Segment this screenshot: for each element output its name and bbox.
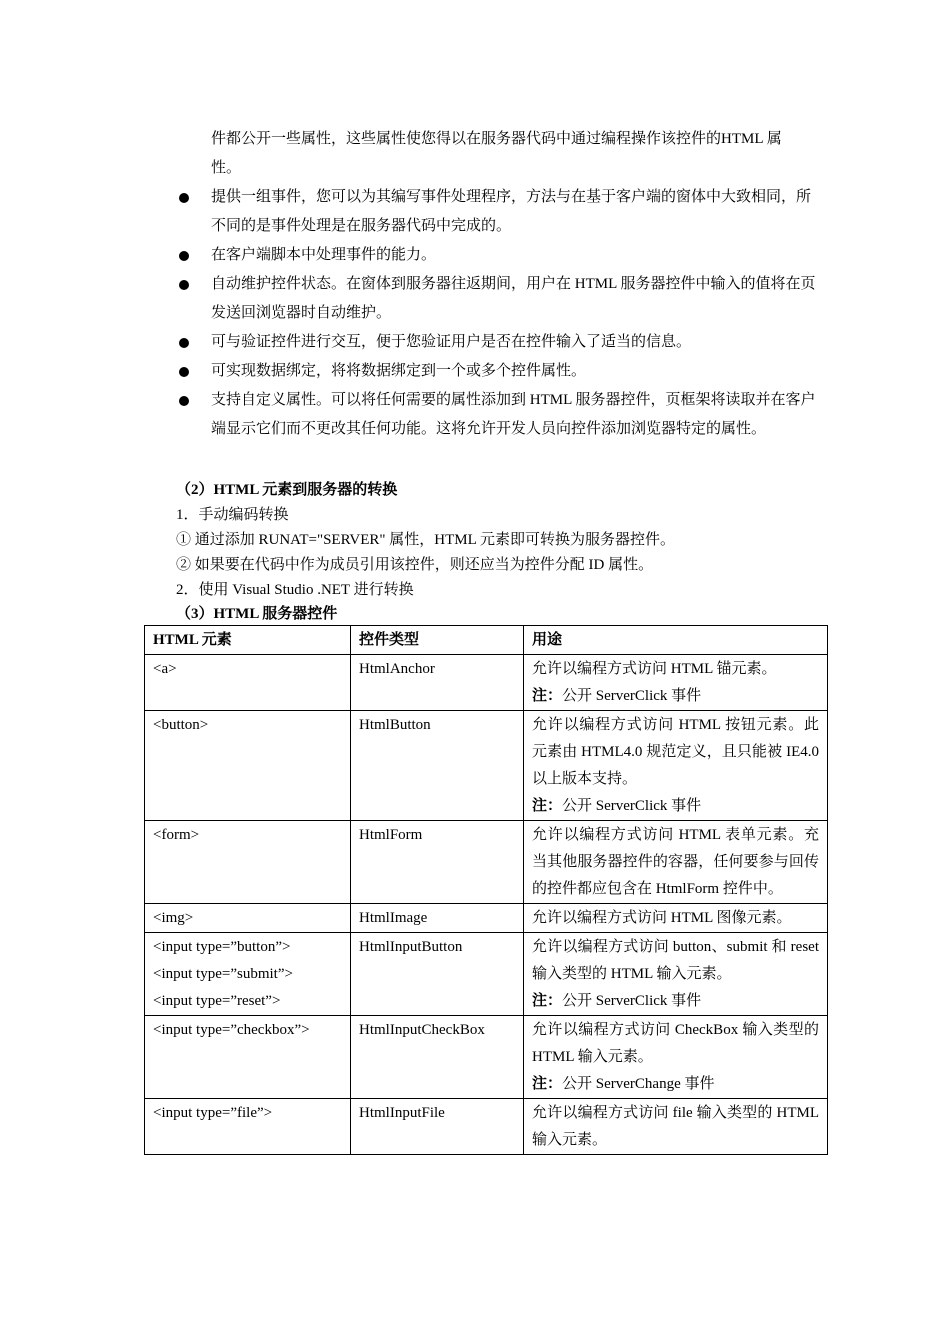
cell-type: HtmlAnchor xyxy=(351,655,524,711)
cell-purpose: 允许以编程方式访问 HTML 锚元素。 注：公开 ServerClick 事件 xyxy=(524,655,828,711)
cell-purpose: 允许以编程方式访问 button、submit 和 reset 输入类型的 HTML 输入元素。 注：公开 ServerClick 事件 xyxy=(524,933,828,1016)
table-row xyxy=(145,821,828,904)
bullet-item: 自动维护控件状态。在窗体到服务器往返期间，用户在 HTML 服务器控件中输入的值将在页发送回浏览器时自动维护。 xyxy=(176,270,816,328)
header-purpose: 用途 xyxy=(524,626,828,655)
note-line: 注：公开 ServerClick 事件 xyxy=(532,798,702,814)
bullet-dot-icon xyxy=(179,367,189,377)
header-html-element: HTML 元素 xyxy=(145,626,351,655)
table-row xyxy=(145,711,828,821)
feature-bullet-list xyxy=(176,183,816,444)
cell-type: HtmlInputCheckBox xyxy=(351,1016,524,1099)
cell-element: <input type=”checkbox”> xyxy=(145,1016,351,1099)
note-line: 注：公开 ServerChange 事件 xyxy=(532,1076,715,1092)
note-line: 注：公开 ServerClick 事件 xyxy=(532,993,702,1009)
table-row xyxy=(145,904,828,933)
table-header-row xyxy=(145,626,828,655)
cell-type: HtmlImage xyxy=(351,904,524,933)
step-1-label: 1．手动编码转换 xyxy=(176,507,289,523)
cell-type: HtmlInputFile xyxy=(351,1099,524,1155)
cell-purpose: 允许以编程方式访问 HTML 表单元素。充当其他服务器控件的容器，任何要参与回传的控件都应包含在 HtmlForm 控件中。 xyxy=(524,821,828,904)
table-row xyxy=(145,655,828,711)
cell-purpose: 允许以编程方式访问 HTML 按钮元素。此元素由 HTML4.0 规范定义，且只能被 IE4.0 以上版本支持。 注：公开 ServerClick 事件 xyxy=(524,711,828,821)
bullet-dot-icon xyxy=(179,338,189,348)
cell-type: HtmlForm xyxy=(351,821,524,904)
bullet-item: 可与验证控件进行交互，便于您验证用户是否在控件输入了适当的信息。 xyxy=(176,328,816,357)
bullet-dot-icon xyxy=(179,396,189,406)
cell-element: <input type=”file”> xyxy=(145,1099,351,1155)
html-server-controls-table xyxy=(144,625,828,1155)
table-row xyxy=(145,933,828,1016)
bullet-dot-icon xyxy=(179,193,189,203)
note-line: 注：公开 ServerClick 事件 xyxy=(532,688,702,704)
cell-purpose: 允许以编程方式访问 CheckBox 输入类型的 HTML 输入元素。 注：公开 ServerChange 事件 xyxy=(524,1016,828,1099)
cell-element: <input type=”button”> <input type=”submit”> <input type=”reset”> xyxy=(145,933,351,1016)
table-row xyxy=(145,1099,828,1155)
cell-element: <a> xyxy=(145,655,351,711)
step-2-label: 2．使用 Visual Studio .NET 进行转换 xyxy=(176,582,414,598)
cell-element: <img> xyxy=(145,904,351,933)
cell-type: HtmlButton xyxy=(351,711,524,821)
bullet-item: 在客户端脚本中处理事件的能力。 xyxy=(176,241,816,270)
continuation-paragraph: 件都公开一些属性，这些属性使您得以在服务器代码中通过编程操作该控件的HTML 属性。 xyxy=(211,131,782,176)
step-1-item-2: ② 如果要在代码中作为成员引用该控件，则还应当为控件分配 ID 属性。 xyxy=(176,557,654,573)
bullet-dot-icon xyxy=(179,251,189,261)
header-control-type: 控件类型 xyxy=(351,626,524,655)
bullet-dot-icon xyxy=(179,280,189,290)
bullet-item: 提供一组事件，您可以为其编写事件处理程序，方法与在基于客户端的窗体中大致相同，所不同的是事件处理是在服务器代码中完成的。 xyxy=(176,183,816,241)
table-row xyxy=(145,1016,828,1099)
cell-element: <form> xyxy=(145,821,351,904)
step-1-item-1: ① 通过添加 RUNAT="SERVER" 属性，HTML 元素即可转换为服务器控件。 xyxy=(176,532,675,548)
cell-type: HtmlInputButton xyxy=(351,933,524,1016)
section-3-heading: （3）HTML 服务器控件 xyxy=(176,606,338,622)
bullet-item: 可实现数据绑定，将将数据绑定到一个或多个控件属性。 xyxy=(176,357,816,386)
bullet-item: 支持自定义属性。可以将任何需要的属性添加到 HTML 服务器控件，页框架将读取并在客户端显示它们而不更改其任何功能。这将允许开发人员向控件添加浏览器特定的属性。 xyxy=(176,386,816,444)
cell-purpose: 允许以编程方式访问 HTML 图像元素。 xyxy=(524,904,828,933)
section-2-heading: （2）HTML 元素到服务器的转换 xyxy=(176,482,398,498)
cell-purpose: 允许以编程方式访问 file 输入类型的 HTML 输入元素。 xyxy=(524,1099,828,1155)
cell-element: <button> xyxy=(145,711,351,821)
